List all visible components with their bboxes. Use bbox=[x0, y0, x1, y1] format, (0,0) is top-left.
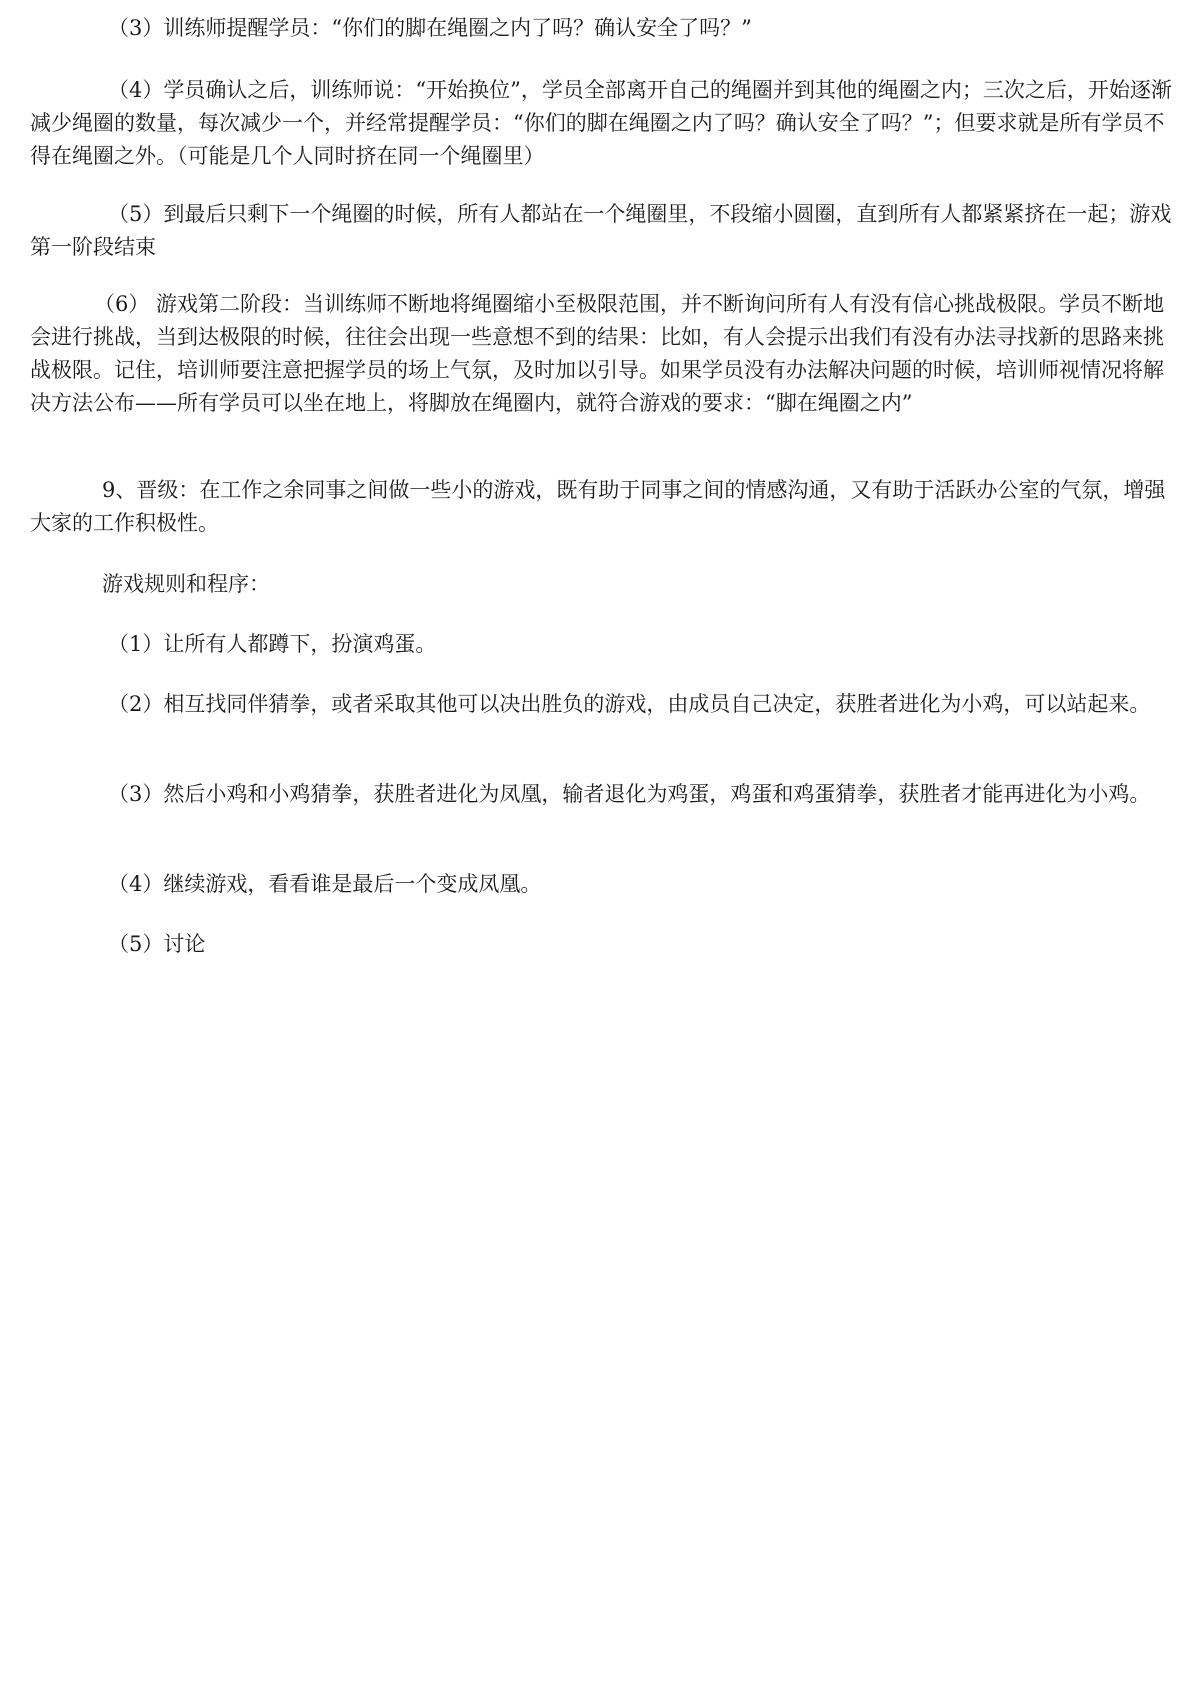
paragraph-rules-heading: 游戏规则和程序： bbox=[102, 572, 270, 596]
paragraph-step-3-reminder: （3）训练师提醒学员：“你们的脚在绳圈之内了吗？确认安全了吗？” bbox=[108, 16, 752, 40]
paragraph-section-9-promotion: 9、晋级：在工作之余同事之间做一些小的游戏，既有助于同事之间的情感沟通，又有助于活跃办公室的气氛，增强大家的工作积极性。 bbox=[30, 478, 1166, 535]
paragraph-rule-3: （3）然后小鸡和小鸡猜拳，获胜者进化为凤凰，输者退化为鸡蛋，鸡蛋和鸡蛋猜拳，获胜者才能再进化为小鸡。 bbox=[108, 782, 1151, 806]
paragraph-rule-2: （2）相互找同伴猜拳，或者采取其他可以决出胜负的游戏，由成员自己决定，获胜者进化为小鸡，可以站起来。 bbox=[108, 692, 1151, 716]
paragraph-step-5-last-circle: （5）到最后只剩下一个绳圈的时候，所有人都站在一个绳圈里，不段缩小圆圈，直到所有人都紧紧挤在一起；游戏第一阶段结束 bbox=[30, 202, 1172, 259]
paragraph-rule-1: （1）让所有人都蹲下，扮演鸡蛋。 bbox=[108, 632, 437, 656]
paragraph-rule-4: （4）继续游戏，看看谁是最后一个变成凤凰。 bbox=[108, 872, 542, 896]
paragraph-step-4-switch: （4）学员确认之后，训练师说：“开始换位”，学员全部离开自己的绳圈并到其他的绳圈之内；三次之后，开始逐渐减少绳圈的数量，每次减少一个，并经常提醒学员：“你们的脚在绳圈之内了吗？确认安全了吗？”；但要求就是所有学员不得在绳圈之外。（可能是几个人同时挤在同一个绳圈里） bbox=[30, 78, 1172, 168]
paragraph-rule-5: （5）讨论 bbox=[108, 932, 206, 956]
paragraph-step-6-second-stage: （6） 游戏第二阶段：当训练师不断地将绳圈缩小至极限范围，并不断询问所有人有没有信心挑战极限。学员不断地会进行挑战，当到达极限的时候，往往会出现一些意想不到的结果：比如，有人会提示出我们有没有办法寻找新的思路来挑战极限。记住，培训师要注意把握学员的场上气氛，及时加以引导。如果学员没有办法解决问题的时候，培训师视情况将解决方法公布——所有学员可以坐在地上，将脚放在绳圈内，就符合游戏的要求：“脚在绳圈之内” bbox=[30, 292, 1165, 415]
